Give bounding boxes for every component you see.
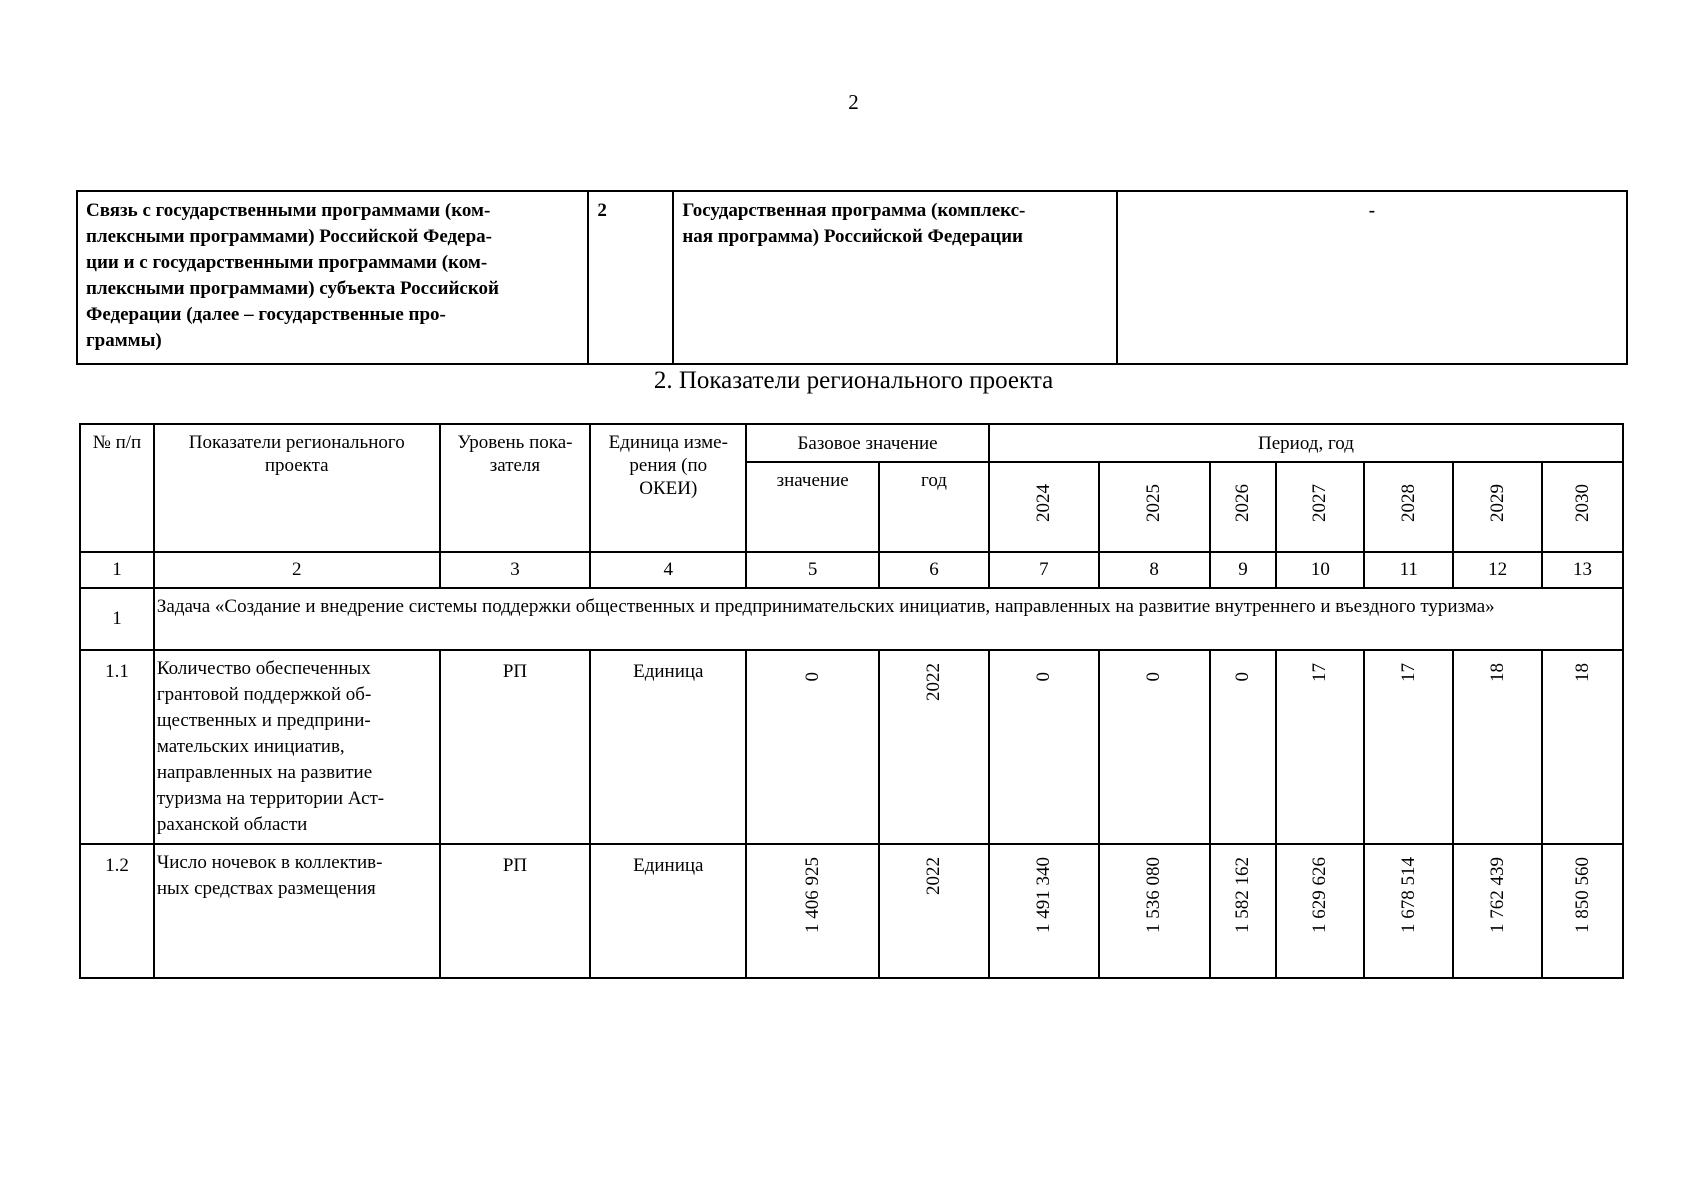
col-number: 9: [1210, 552, 1277, 588]
col-number: 6: [879, 552, 989, 588]
row-value-text: 1 850 560: [1571, 857, 1593, 933]
row-unit: Единица: [590, 650, 746, 844]
header-indicator: Показатели регионального проекта: [154, 424, 440, 552]
row-value-2026: [1210, 650, 1277, 844]
row-unit: Единица: [590, 844, 746, 978]
row-value-2027: [1276, 650, 1364, 844]
header-level: Уровень пока- зателя: [440, 424, 591, 552]
linkage-value: -: [1117, 191, 1627, 364]
task-no: 1: [80, 588, 154, 650]
row-no: 1.1: [80, 650, 154, 844]
row-value-2028: [1364, 844, 1453, 978]
row-value-2024: [989, 844, 1099, 978]
linkage-number: 2: [588, 191, 673, 364]
header-year-label: 2024: [1032, 484, 1054, 522]
header-year-label: 2027: [1309, 484, 1331, 522]
row-value-2030: [1542, 650, 1623, 844]
row-base-year-text: 2022: [922, 663, 944, 701]
header-year-2030: [1542, 462, 1623, 552]
row-value-2027: [1276, 844, 1364, 978]
row-base-value: [746, 844, 879, 978]
col-number: 3: [440, 552, 591, 588]
row-value-2028: [1364, 650, 1453, 844]
row-base-year-text: 2022: [922, 857, 944, 895]
row-base-year: [879, 650, 989, 844]
header-period: Период, год: [989, 424, 1623, 462]
indicators-table: [79, 423, 1624, 979]
section-title: 2. Показатели регионального проекта: [653, 367, 1054, 394]
program-linkage-table: [76, 190, 1628, 365]
header-unit: Единица изме- рения (по ОКЕИ): [590, 424, 746, 552]
col-number: 8: [1099, 552, 1210, 588]
header-year-2028: [1364, 462, 1453, 552]
header-base-value: значение: [746, 462, 879, 552]
linkage-label: Связь с государственными программами (ком- плексными программами) Российской Федера- ции и с государственными программами (ком- плексными программами) субъекта Российской Федерации (далее – государственные про- граммы): [77, 191, 588, 364]
col-number: 5: [746, 552, 879, 588]
row-value-text: 0: [1032, 671, 1054, 681]
row-value-2025: [1099, 650, 1210, 844]
row-value-text: 0: [1231, 671, 1253, 681]
col-number: 7: [989, 552, 1099, 588]
task-text: Задача «Создание и внедрение системы поддержки общественных и предпринимательских инициатив, направленных на развитие внутреннего и въездного туризма»: [154, 588, 1623, 650]
row-level: РП: [440, 844, 591, 978]
row-value-text: 1 536 080: [1143, 857, 1165, 933]
row-value-text: 17: [1397, 663, 1419, 682]
header-year-2026: [1210, 462, 1277, 552]
row-value-text: 1 762 439: [1486, 857, 1508, 933]
row-base-year: [879, 844, 989, 978]
header-no: № п/п: [80, 424, 154, 552]
row-value-2029: [1453, 844, 1542, 978]
row-value-text: 1 491 340: [1032, 857, 1054, 933]
row-indicator-name: Количество обеспеченных грантовой поддержкой об- щественных и предприни- мательских инициатив, направленных на развитие туризма на территории Аст- раханской области: [154, 650, 440, 844]
header-year-2027: [1276, 462, 1364, 552]
header-year-label: 2025: [1143, 484, 1165, 522]
row-base-value: [746, 650, 879, 844]
row-level: РП: [440, 650, 591, 844]
row-base-value-text: 1 406 925: [801, 857, 823, 933]
col-number: 12: [1453, 552, 1542, 588]
row-value-2024: [989, 650, 1099, 844]
col-number: 11: [1364, 552, 1453, 588]
header-year-2029: [1453, 462, 1542, 552]
row-indicator-name: Число ночевок в коллектив- ных средствах размещения: [154, 844, 440, 978]
col-number: 1: [80, 552, 154, 588]
table-row: [80, 844, 1623, 978]
page-number: 2: [848, 90, 859, 114]
table-row: [80, 650, 1623, 844]
header-year-label: 2028: [1397, 484, 1419, 522]
header-base-year: год: [879, 462, 989, 552]
header-base: Базовое значение: [746, 424, 989, 462]
col-number: 10: [1276, 552, 1364, 588]
row-value-2030: [1542, 844, 1623, 978]
row-value-text: 1 678 514: [1397, 857, 1419, 933]
linkage-program: Государственная программа (комплекс- ная программа) Российской Федерации: [673, 191, 1117, 364]
col-number: 2: [154, 552, 440, 588]
row-value-2025: [1099, 844, 1210, 978]
col-number: 4: [590, 552, 746, 588]
header-year-2024: [989, 462, 1099, 552]
row-no: 1.2: [80, 844, 154, 978]
header-year-label: 2030: [1571, 484, 1593, 522]
row-value-text: 17: [1309, 663, 1331, 682]
row-value-2026: [1210, 844, 1277, 978]
header-year-label: 2029: [1486, 484, 1508, 522]
row-value-text: 18: [1486, 663, 1508, 682]
header-year-2025: [1099, 462, 1210, 552]
row-value-text: 1 629 626: [1309, 857, 1331, 933]
row-base-value-text: 0: [801, 671, 823, 681]
col-number: 13: [1542, 552, 1623, 588]
row-value-text: 18: [1571, 663, 1593, 682]
row-value-2029: [1453, 650, 1542, 844]
row-value-text: 1 582 162: [1231, 857, 1253, 933]
header-year-label: 2026: [1231, 484, 1253, 522]
row-value-text: 0: [1143, 671, 1165, 681]
